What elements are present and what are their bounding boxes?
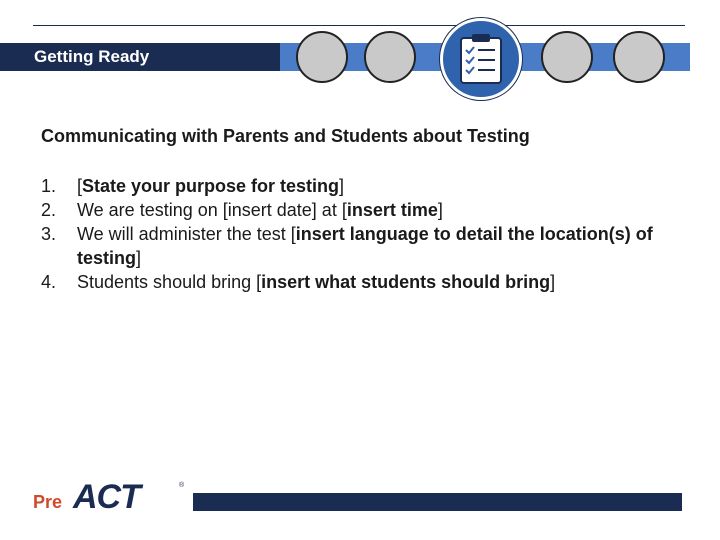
- step-indicator-4: [613, 31, 665, 83]
- step-indicator-1: [296, 31, 348, 83]
- list-item-number: 1.: [41, 176, 57, 196]
- list-item: 2. We are testing on [insert date] at [insert time]: [41, 200, 443, 220]
- step-indicator-2: [364, 31, 416, 83]
- list-item-number: 4.: [41, 272, 57, 292]
- list-item: 3. We will administer the test [insert language to detail the location(s) of testing]: [41, 224, 653, 268]
- steps-list: [41, 174, 661, 294]
- list-item: 1. [State your purpose for testing]: [41, 176, 345, 196]
- step-indicator-3: [541, 31, 593, 83]
- checklist-icon: [457, 33, 505, 85]
- footer-bar: [193, 493, 682, 511]
- slide-title: Communicating with Parents and Students about Testing: [41, 126, 530, 146]
- logo-registered-mark: ®: [179, 482, 185, 489]
- list-item: 4. Students should bring [insert what students should bring]: [41, 272, 556, 292]
- list-item-number: 2.: [41, 200, 57, 220]
- preact-logo: [33, 478, 188, 518]
- logo-brand: ACT: [73, 478, 140, 516]
- section-title: Getting Ready: [34, 47, 150, 66]
- logo-prefix: Pre: [33, 492, 63, 512]
- list-item-number: 3.: [41, 224, 57, 244]
- top-rule: [33, 25, 685, 26]
- step-indicator-active: [440, 18, 522, 100]
